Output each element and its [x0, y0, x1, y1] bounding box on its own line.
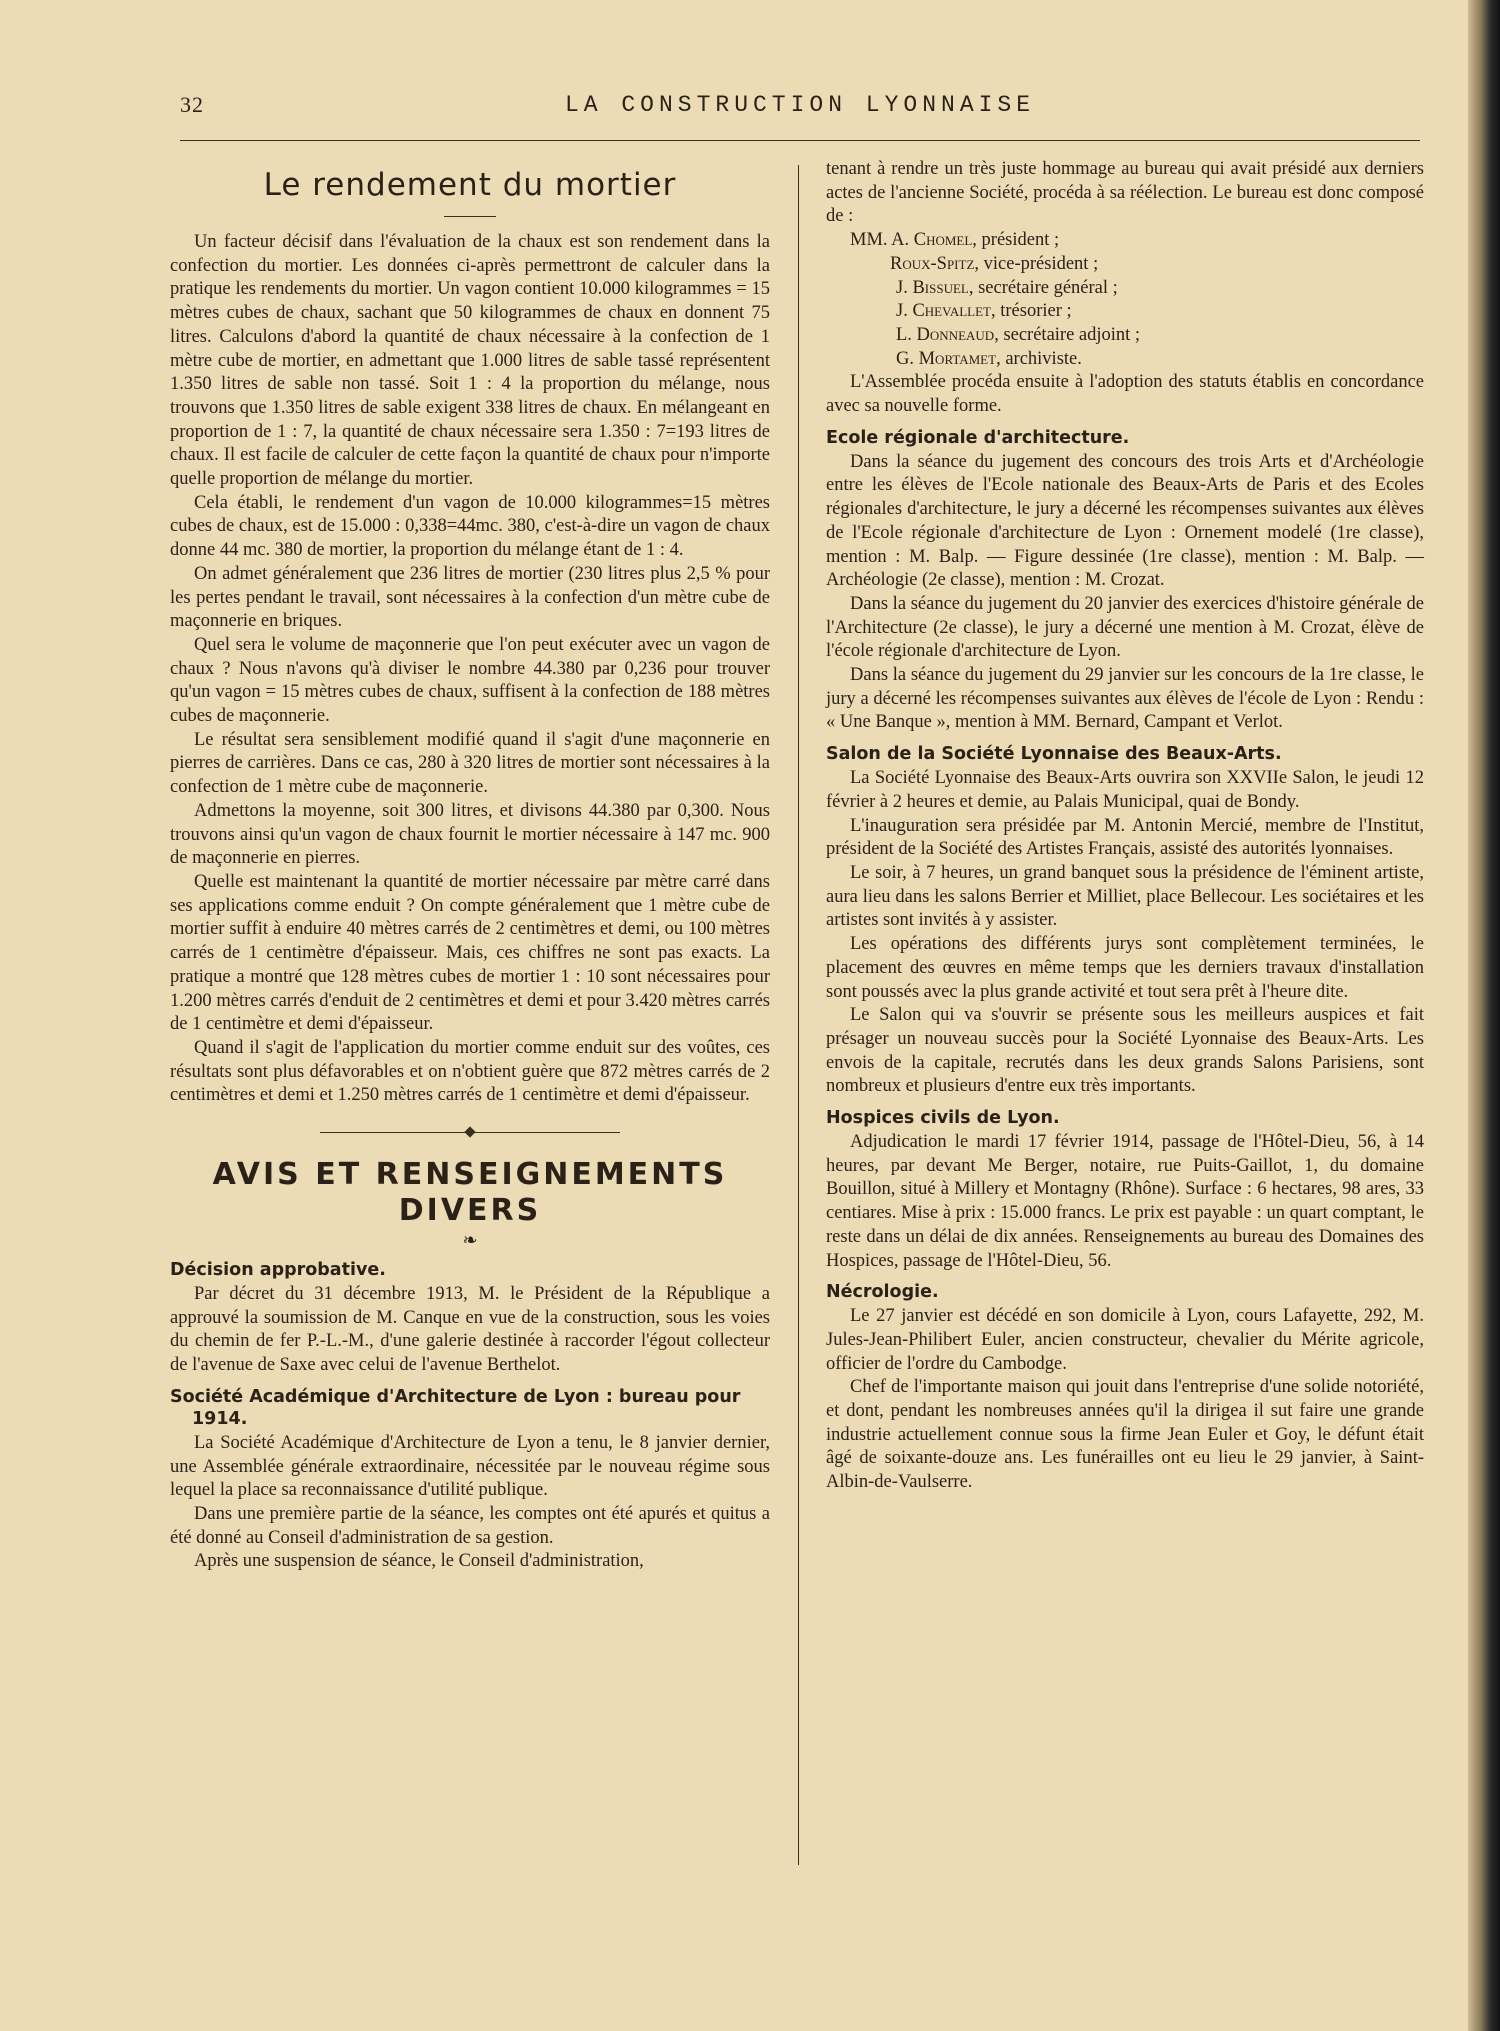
paragraph: Le soir, à 7 heures, un grand banquet sous la présidence de l'éminent artiste, aura lieu dans les salons Berrier et Milliet, place Bellecour. Les sociétaires et les artistes sont invités à y assister.	[826, 862, 1424, 931]
subheading-necrologie: Nécrologie.	[826, 1282, 939, 1303]
title-rule	[444, 216, 496, 217]
paragraph: Quand il s'agit de l'application du mortier comme enduit sur des voûtes, ces résultats sont plus défavorables et on n'obtient guère que 872 mètres carrés de 2 centimètres et demi et 1.250 mètres carrés de 1 centimètre et demi d'épaisseur.	[170, 1037, 770, 1106]
paragraph: Admettons la moyenne, soit 300 litres, et divisons 44.380 par 0,300. Nous trouvons ainsi qu'un vagon de chaux fournit le mortier nécessaire à 147 mc. 900 de maçonnerie en pierres.	[170, 800, 770, 869]
journal-title: LA CONSTRUCTION LYONNAISE	[564, 92, 1036, 118]
paragraph: Le résultat sera sensiblement modifié quand il s'agit d'une maçonnerie en pierres de carrières. Dans ce cas, 280 à 320 litres de mortier sont nécessaires à la confection de 1 mètre cube de maçonnerie.	[170, 729, 770, 798]
subheading-decision: Décision approbative.	[170, 1260, 386, 1281]
right-column	[826, 158, 1424, 1495]
paragraph: Quel sera le volume de maçonnerie que l'on peut exécuter avec un vagon de chaux ? Nous n'avons qu'à diviser le nombre 44.380 par 0,236 pour trouver qu'un vagon = 15 mètres cubes de chaux, suffisent à la confection de 188 mètres cubes de maçonnerie.	[170, 634, 770, 727]
bureau-member: L. Donneaud, secrétaire adjoint ;	[896, 324, 1141, 345]
bureau-member: G. Mortamet, archiviste.	[896, 348, 1082, 369]
subheading-salon: Salon de la Société Lyonnaise des Beaux-Arts.	[826, 744, 1282, 765]
bureau-member: J. Bissuel, secrétaire général ;	[896, 277, 1118, 298]
bureau-member: Roux-Spitz, vice-président ;	[890, 253, 1099, 274]
paragraph: Chef de l'importante maison qui jouit dans l'entreprise d'une solide notoriété, et dont, pendant les nombreuses années qu'il la dirigea il sut faire une grande industrie actuellement connue sous la firme Jean Euler et Goy, le défunt était âgé de soixante-douze ans. Les funérailles ont eu lieu le 29 janvier, à Saint-Albin-de-Vaulserre.	[826, 1377, 1424, 1493]
paragraph: Les opérations des différents jurys sont complètement terminées, le placement des œuvres en même temps que les derniers travaux d'installation sont poussés avec la plus grande activité et tout sera prêt à l'heure dite.	[826, 934, 1424, 1002]
bureau-list	[826, 229, 1424, 371]
paragraph: L'Assemblée procéda ensuite à l'adoption des statuts établis en concordance avec sa nouvelle forme.	[826, 372, 1424, 417]
paragraph: Après une suspension de séance, le Conseil d'administration,	[194, 1551, 644, 1572]
paragraph: Dans la séance du jugement des concours des trois Arts et d'Archéologie entre les élèves de l'Ecole nationale des Beaux-Arts de Paris et des Ecoles régionales d'architecture, le jury a décerné les récompenses suivantes aux élèves de l'Ecole régionale d'architecture de Lyon : Ornement modelé (1re classe), mention : M. Balp. — Figure dessinée (1re classe), mention : M. Balp. — Archéologie (2e classe), mention : M. Crozat.	[826, 451, 1424, 591]
paragraph: Par décret du 31 décembre 1913, M. le Président de la République a approuvé la soumission de M. Canque en vue de la construction, sous les voies du chemin de fer P.-L.-M., d'une galerie destinée à raccorder l'égout collecteur de l'avenue de Saxe avec celui de l'avenue Berthelot.	[170, 1284, 770, 1376]
page-number: 32	[180, 92, 204, 117]
fleuron-icon: ❧	[462, 1230, 478, 1251]
section-title: AVIS ET RENSEIGNEMENTS DIVERS	[212, 1157, 728, 1229]
bureau-member: J. Chevallet, trésorier ;	[896, 301, 1072, 322]
subheading-ecole: Ecole régionale d'architecture.	[826, 427, 1130, 448]
paragraph: Le 27 janvier est décédé en son domicile à Lyon, cours Lafayette, 292, M. Jules-Jean-Philibert Euler, ancien constructeur, chevalier du Mérite agricole, officier de l'ordre du Cambodge.	[826, 1306, 1424, 1374]
header-rule	[180, 140, 1420, 141]
paragraph: Adjudication le mardi 17 février 1914, passage de l'Hôtel-Dieu, 56, à 14 heures, par devant Me Berger, notaire, rue Puits-Gaillot, 1, du domaine Bouillon, situé à Millery et Montagny (Rhône). Surface : 6 hectares, 98 ares, 33 centiares. Mise à prix : 15.000 francs. Le prix est payable : un quart comptant, le reste dans un délai de dix années. Renseignements au bureau des Domaines des Hospices, passage de l'Hôtel-Dieu, 56.	[826, 1132, 1424, 1271]
binding-gutter	[1468, 0, 1500, 2031]
paragraph: Le Salon qui va s'ouvrir se présente sous les meilleurs auspices et fait présager un nouveau succès pour la Société Lyonnaise des Beaux-Arts. Les envois de la capitale, recrutés dans les deux grands Salons Parisiens, sont nombreux et plusieurs d'entre eux très importants.	[826, 1005, 1424, 1097]
paragraph: Dans une première partie de la séance, les comptes ont été apurés et quitus a été donné au Conseil d'administration de sa gestion.	[170, 1503, 770, 1548]
paragraph: La Société Lyonnaise des Beaux-Arts ouvrira son XXVIIe Salon, le jeudi 12 février à 2 heures et demie, au Palais Municipal, quai de Bondy.	[826, 768, 1424, 812]
paragraph: Un facteur décisif dans l'évaluation de la chaux est son rendement dans la confection du mortier. Les données ci-après permettront de calculer dans la pratique les rendements du mortier. Un vagon contient 10.000 kilogrammes = 15 mètres cubes de chaux, sachant que 50 kilogrammes de chaux en donnent 75 litres. Calculons d'abord la quantité de chaux nécessaire à la confection de 1 mètre cube de mortier, en admettant que 1.000 litres de sable tassé représentent 1.350 litres de sable non tassé. Soit 1 : 4 la proportion du mélange, nous trouvons que 1.350 litres de sable exigent 338 litres de chaux. En mélangeant en proportion de 1 : 7, la quantité de chaux nécessaire sera 1.350 : 7=193 litres de chaux. Il est facile de calculer de cette façon la quantité de chaux pour n'importe quelle proportion de mélange du mortier.	[170, 232, 770, 490]
left-column	[170, 158, 770, 1574]
bureau-member: MM. A. Chomel, président ;	[850, 230, 1060, 251]
paragraph: On admet généralement que 236 litres de mortier (230 litres plus 2,5 % pour les pertes pendant le travail, sont nécessaires à la confection d'un mètre cube de maçonnerie en briques.	[170, 563, 770, 632]
paragraph: Dans la séance du jugement du 29 janvier sur les concours de la 1re classe, le jury a décerné les récompenses suivantes aux élèves de l'école de Lyon : Rendu : « Une Banque », mention à MM. Bernard, Campant et Verlot.	[826, 665, 1424, 733]
paragraph: L'inauguration sera présidée par M. Antonin Mercié, membre de l'Institut, président de la Société des Artistes Français, assisté des autorités lyonnaises.	[826, 815, 1424, 860]
paragraph: La Société Académique d'Architecture de Lyon a tenu, le 8 janvier dernier, une Assemblée générale extraordinaire, nécessitée par le nouveau régime sous lequel la place sa reconnaissance d'utilité publique.	[170, 1432, 770, 1501]
paragraph: tenant à rendre un très juste hommage au bureau qui avait présidé aux derniers actes de l'ancienne Société, procéda à sa réélection. Le bureau est donc composé de :	[826, 159, 1424, 227]
ornament-rule	[320, 1132, 620, 1133]
paragraph: Cela établi, le rendement d'un vagon de 10.000 kilogrammes=15 mètres cubes de chaux, est de 15.000 : 0,338=44mc. 380, c'est-à-dire un vagon de chaux donne 44 mc. 380 de mortier, la proportion du mélange étant de 1 : 4.	[170, 492, 770, 561]
paragraph: Quelle est maintenant la quantité de mortier nécessaire par mètre carré dans ses applications comme enduit ? On compte généralement que 1 mètre cube de mortier suffit à enduire 40 mètres carrés de 2 centimètres et demi, ou 100 mètres carrés de 1 centimètre d'épaisseur. Mais, ces chiffres ne sont pas exacts. La pratique a montré que 128 mètres cubes de mortier 1 : 10 sont nécessaires pour 1.200 mètres carrés d'enduit de 2 centimètres et demi et pour 3.420 mètres carrés de 1 centimètre et demi d'épaisseur.	[170, 871, 770, 1035]
running-header	[180, 92, 1420, 132]
ornament-diamond	[464, 1126, 475, 1137]
subheading-hospices: Hospices civils de Lyon.	[826, 1108, 1060, 1129]
subheading-societe: Société Académique d'Architecture de Lyon : bureau pour 1914.	[170, 1386, 741, 1429]
paragraph: Dans la séance du jugement du 20 janvier des exercices d'histoire générale de l'Architecture (2e classe), le jury a décerné une mention à M. Crozat, élève de l'école régionale d'architecture de Lyon.	[826, 593, 1424, 662]
article-title: Le rendement du mortier	[263, 167, 677, 203]
column-rule	[798, 165, 799, 1865]
